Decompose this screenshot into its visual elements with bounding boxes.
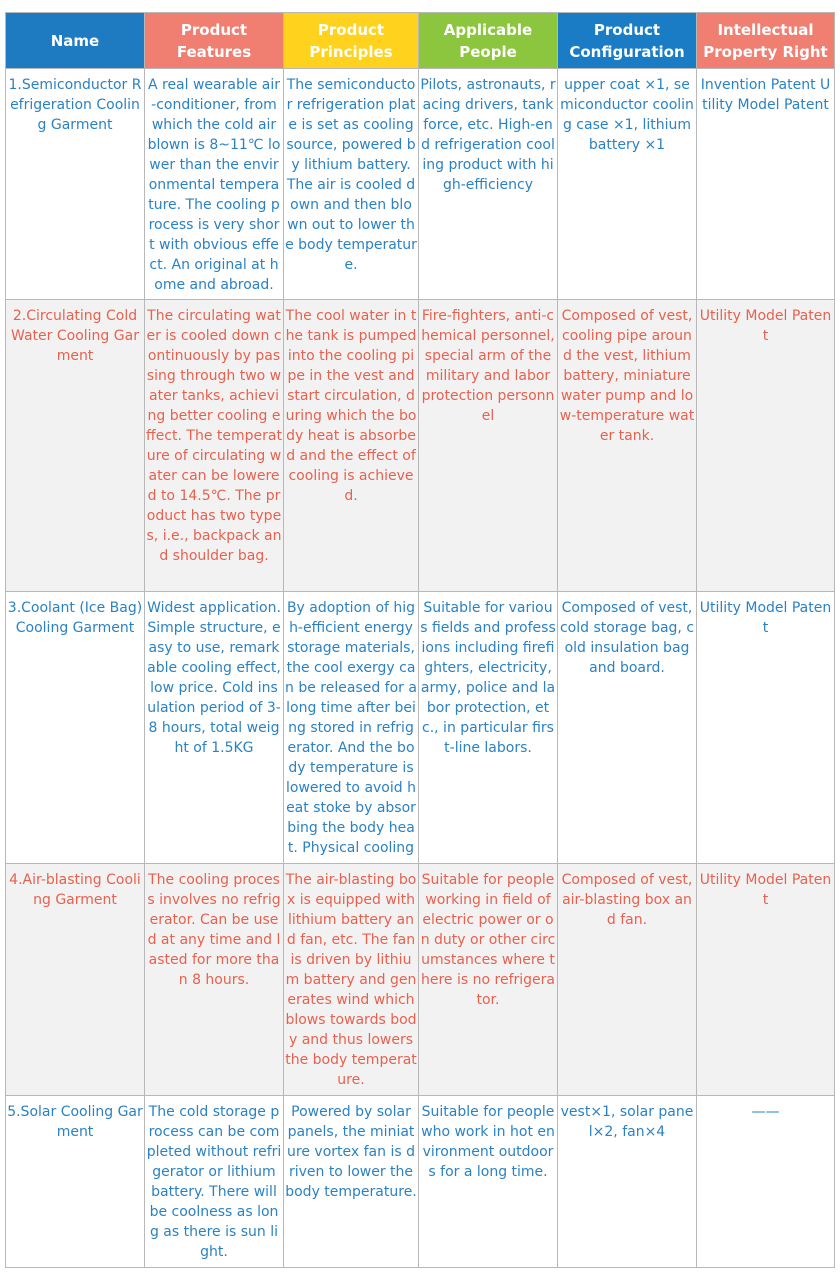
cell-people: Pilots, astronauts, racing drivers, tank force, etc. High-end refrigeration cooling product with high-efficiency <box>419 69 558 300</box>
header-intellectual-property-right: Intellectual Property Right <box>697 13 835 69</box>
cell-ip: Utility Model Patent <box>697 300 835 592</box>
cell-people: Fire-fighters, anti-chemical personnel, special arm of the military and labor protection personnel <box>419 300 558 592</box>
header-product-features: Product Features <box>145 13 284 69</box>
cell-people: Suitable for various fields and professions including firefighters, electricity, army, police and labor protection, etc., in particular first-line labors. <box>419 592 558 864</box>
table-body <box>6 69 835 1268</box>
table-row <box>6 1096 835 1268</box>
cell-principles: By adoption of high-efficient energy storage materials, the cool exergy can be released for a long time after being stored in refrigerator. And the body temperature is lowered to avoid heat stoke by absorbing the body heat. Physical cooling <box>284 592 419 864</box>
cell-config: upper coat ×1, semiconductor cooling case ×1, lithium battery ×1 <box>558 69 697 300</box>
cell-name: 4.Air-blasting Cooling Garment <box>6 864 145 1096</box>
cell-ip: Utility Model Patent <box>697 864 835 1096</box>
cell-features: The circulating water is cooled down continuously by passing through two water tanks, achieving better cooling effect. The temperature of circulating water can be lowered to 14.5℃. The product has two types, i.e., backpack and shoulder bag. <box>145 300 284 592</box>
cell-features: The cold storage process can be completed without refrigerator or lithium battery. There will be coolness as long as there is sun light. <box>145 1096 284 1268</box>
table-row <box>6 864 835 1096</box>
table-row <box>6 592 835 864</box>
cell-name: 5.Solar Cooling Garment <box>6 1096 145 1268</box>
cell-ip: —— <box>697 1096 835 1268</box>
table-header <box>6 13 835 69</box>
cell-config: vest×1, solar panel×2, fan×4 <box>558 1096 697 1268</box>
cell-principles: The air-blasting box is equipped with lithium battery and fan, etc. The fan is driven by lithium battery and generates wind which blows towards body and thus lowers the body temperature. <box>284 864 419 1096</box>
cell-features: The cooling process involves no refrigerator. Can be used at any time and lasted for more than 8 hours. <box>145 864 284 1096</box>
cell-name: 1.Semiconductor Refrigeration Cooling Garment <box>6 69 145 300</box>
cell-config: Composed of vest, cooling pipe around the vest, lithium battery, miniature water pump and low-temperature water tank. <box>558 300 697 592</box>
cell-config: Composed of vest, air-blasting box and fan. <box>558 864 697 1096</box>
product-comparison-table-wrapper <box>5 12 834 1268</box>
cell-ip: Utility Model Patent <box>697 592 835 864</box>
header-name: Name <box>6 13 145 69</box>
table-row <box>6 69 835 300</box>
cell-name: 2.Circulating Cold Water Cooling Garment <box>6 300 145 592</box>
product-comparison-table <box>5 12 835 1268</box>
header-product-principles: Product Principles <box>284 13 419 69</box>
cell-principles: The cool water in the tank is pumped into the cooling pipe in the vest and start circulation, during which the body heat is absorbed and the effect of cooling is achieved. <box>284 300 419 592</box>
cell-ip: Invention Patent Utility Model Patent <box>697 69 835 300</box>
cell-people: Suitable for people who work in hot environment outdoors for a long time. <box>419 1096 558 1268</box>
header-row <box>6 13 835 69</box>
table-row <box>6 300 835 592</box>
cell-config: Composed of vest, cold storage bag, cold insulation bag and board. <box>558 592 697 864</box>
cell-principles: The semiconductor refrigeration plate is set as cooling source, powered by lithium battery. The air is cooled down and then blown out to lower the body temperature. <box>284 69 419 300</box>
cell-people: Suitable for people working in field of electric power or on duty or other circumstances where there is no refrigerator. <box>419 864 558 1096</box>
cell-name: 3.Coolant (Ice Bag) Cooling Garment <box>6 592 145 864</box>
header-applicable-people: Applicable People <box>419 13 558 69</box>
cell-features: A real wearable air-conditioner, from which the cold air blown is 8~11℃ lower than the environmental temperature. The cooling process is very short with obvious effect. An original at home and abroad. <box>145 69 284 300</box>
cell-features: Widest application. Simple structure, easy to use, remarkable cooling effect, low price. Cold insulation period of 3-8 hours, total weight of 1.5KG <box>145 592 284 864</box>
header-product-configuration: Product Configuration <box>558 13 697 69</box>
cell-principles: Powered by solar panels, the miniature vortex fan is driven to lower the body temperature. <box>284 1096 419 1268</box>
